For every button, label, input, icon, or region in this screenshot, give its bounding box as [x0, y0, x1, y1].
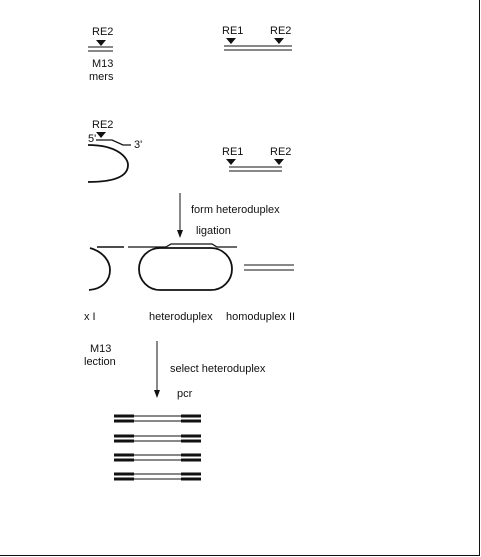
label-re2-top-right: RE2 [270, 25, 292, 37]
label-select-heteroduplex: select heteroduplex [170, 363, 266, 375]
heteroduplex-oval [139, 248, 232, 290]
re1-marker-mid-right [226, 159, 236, 165]
label-ligation: ligation [196, 225, 231, 237]
pcr-products [114, 416, 201, 479]
label-heteroduplex: heteroduplex [149, 311, 213, 323]
primer-strand [96, 140, 131, 145]
label-mers: mers [89, 71, 114, 83]
label-m13-bottom: M13 [90, 343, 112, 355]
heteroduplex-overhang-strand [128, 244, 237, 247]
re2-marker-mid-left [96, 132, 106, 138]
label-re1-mid-right: RE1 [222, 146, 244, 158]
re2-marker-top-left [96, 40, 106, 46]
label-re2-top-left: RE2 [92, 26, 114, 38]
label-re2-mid-left: RE2 [92, 119, 114, 131]
arrow-form-heteroduplex-head [177, 230, 183, 238]
re1-marker-top-right [226, 38, 236, 44]
label-m13-top: M13 [92, 58, 114, 70]
re2-marker-top-right [274, 38, 284, 44]
label-re2-mid-right: RE2 [270, 146, 292, 158]
label-re1-top-right: RE1 [222, 25, 244, 37]
homoduplex-i-arc [89, 248, 110, 290]
label-lection: lection [84, 356, 116, 368]
re2-marker-mid-right [274, 159, 284, 165]
label-homoduplex-i: x I [84, 311, 96, 323]
arrow-select-heteroduplex-head [154, 390, 160, 398]
label-three-prime: 3' [134, 139, 143, 151]
m13-circle-arc [88, 145, 128, 182]
label-form-heteroduplex: form heteroduplex [191, 204, 280, 216]
label-homoduplex-ii: homoduplex II [226, 311, 296, 323]
label-five-prime: 5' [88, 133, 97, 145]
label-pcr: pcr [177, 388, 193, 400]
